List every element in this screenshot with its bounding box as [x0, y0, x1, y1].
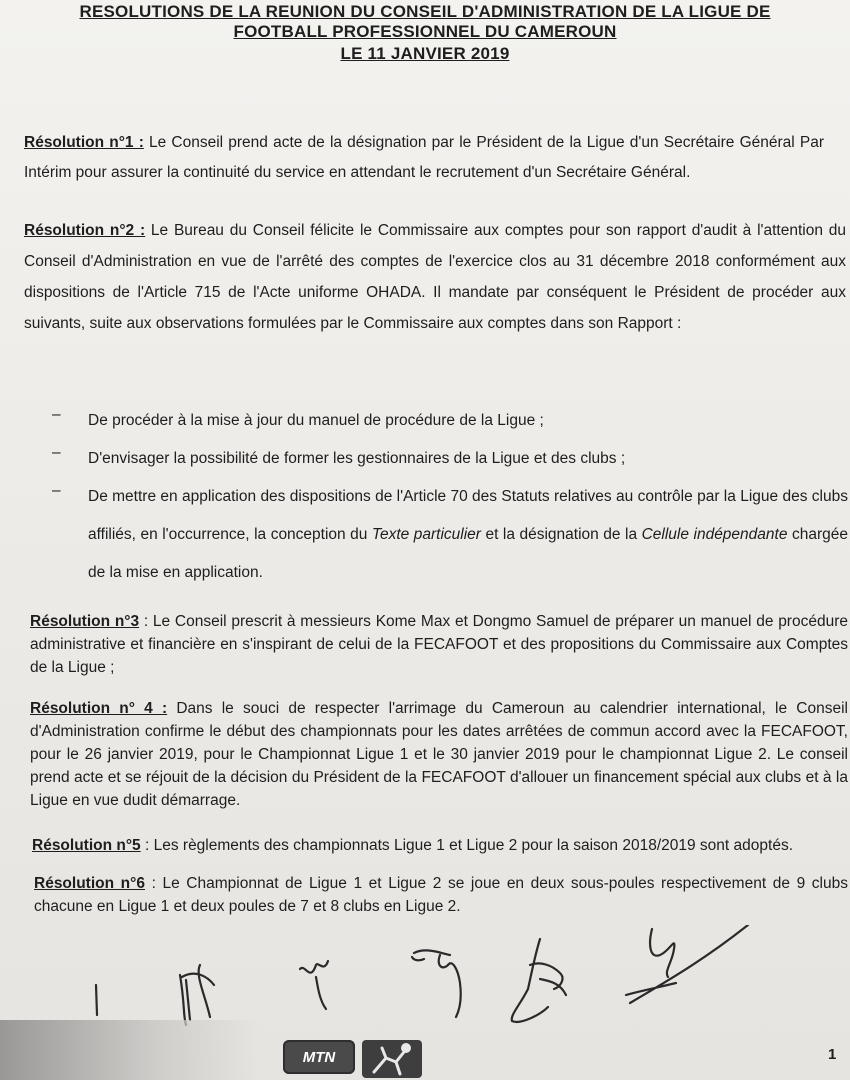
signature-2 — [180, 965, 214, 1025]
list-item-text: De procéder à la mise à jour du manuel de procédure de la Ligue ; — [88, 412, 544, 429]
resolution-5-text: : Les règlements des championnats Ligue 1 et Ligue 2 pour la saison 2018/2019 sont adoptés. — [140, 837, 793, 854]
resolution-1-label: Résolution n°1 : — [24, 134, 144, 151]
list-item-text-part: et la désignation de la — [480, 526, 642, 543]
football-emblem-icon — [360, 1036, 424, 1080]
photo-shadow — [0, 1020, 260, 1080]
list-item-emphasis: Texte particulier — [371, 526, 481, 543]
resolution-6-label: Résolution n°6 — [34, 875, 145, 892]
resolution-4 — [30, 697, 848, 812]
signature-6 — [626, 925, 748, 1003]
resolution-2-text: Le Bureau du Conseil félicite le Commissaire aux comptes pour son rapport d'audit à l'attention du Conseil d'Administration en vue de l'arrêté des comptes de l'exercice clos au 31 décembre 2018 conformément aux dispositions de l'Article 715 de l'Acte uniforme OHADA. Il mandate par conséquent le Président de procéder aux suivants, suite aux observations formulées par le Commissaire aux comptes dans son Rapport : — [24, 222, 846, 332]
list-dash: – — [52, 406, 61, 423]
list-dash: – — [52, 444, 61, 461]
signatures — [0, 925, 850, 1035]
list-item-emphasis: Cellule indépendante — [641, 526, 788, 543]
list-dash: – — [52, 482, 61, 499]
signature-5 — [512, 939, 566, 1022]
resolution-2 — [24, 215, 846, 339]
mtn-logo: MTN — [283, 1040, 355, 1074]
resolution-1 — [24, 128, 824, 188]
page-number: 1 — [828, 1046, 837, 1063]
resolution-1-text: Le Conseil prend acte de la désignation par le Président de la Ligue d'un Secrétaire Général Par Intérim pour assurer la continuité du service en attendant le recrutement d'un Secrétaire Général. — [24, 134, 824, 181]
resolution-2-label: Résolution n°2 : — [24, 222, 146, 239]
resolution-5 — [32, 834, 848, 857]
list-item-text-part: De mettre en application des dispositions de l'Article 70 des Statuts relatives au contrôle par la Ligue des clubs affiliés, en l'occurrence, la conception du — [88, 488, 848, 543]
resolution-6-text: : Le Championnat de Ligue 1 et Ligue 2 se joue en deux sous-poules respectivement de 9 clubs chacune en Ligue 1 et deux poules de 7 et 8 clubs en Ligue 2. — [34, 875, 848, 915]
signature-4 — [412, 950, 461, 1017]
resolution-6 — [34, 872, 848, 918]
resolution-4-label: Résolution n° 4 : — [30, 700, 168, 717]
list-item-text-part: chargée de la mise en application. — [88, 526, 848, 581]
title-line-2: FOOTBALL PROFESSIONNEL DU CAMEROUN — [233, 22, 617, 41]
signature-3 — [300, 961, 328, 1009]
resolution-3-label: Résolution n°3 — [30, 613, 140, 630]
signature-1 — [96, 985, 97, 1015]
list-item-text — [88, 478, 848, 592]
resolution-4-text: Dans le souci de respecter l'arrimage du Cameroun au calendrier international, le Conseil d'Administration confirme le début des championnats pour les dates arrêtées de commun accord avec la FECAFOOT, pour le 26 janvier 2019, pour le Championnat Ligue 1 et le 30 janvier 2019 pour le championnat Ligue 2. Le conseil prend acte et se réjouit de la décision du Président de la FECAFOOT d'allouer un financement spécial aux clubs et à la Ligue en vue dudit démarrage. — [30, 700, 848, 809]
resolution-3 — [30, 610, 848, 679]
title-line-3: LE 11 JANVIER 2019 — [340, 44, 510, 63]
resolution-5-label: Résolution n°5 — [32, 837, 141, 854]
title-line-1: RESOLUTIONS DE LA REUNION DU CONSEIL D'ADMINISTRATION DE LA LIGUE DE — [79, 2, 771, 21]
resolution-3-text: : Le Conseil prescrit à messieurs Kome Max et Dongmo Samuel de préparer un manuel de procédure administrative et financière en s'inspirant de celui de la FECAFOOT et des propositions du Commissaire aux Comptes de la Ligue ; — [30, 613, 848, 676]
list-item-text: D'envisager la possibilité de former les gestionnaires de la Ligue et des clubs ; — [88, 450, 626, 467]
